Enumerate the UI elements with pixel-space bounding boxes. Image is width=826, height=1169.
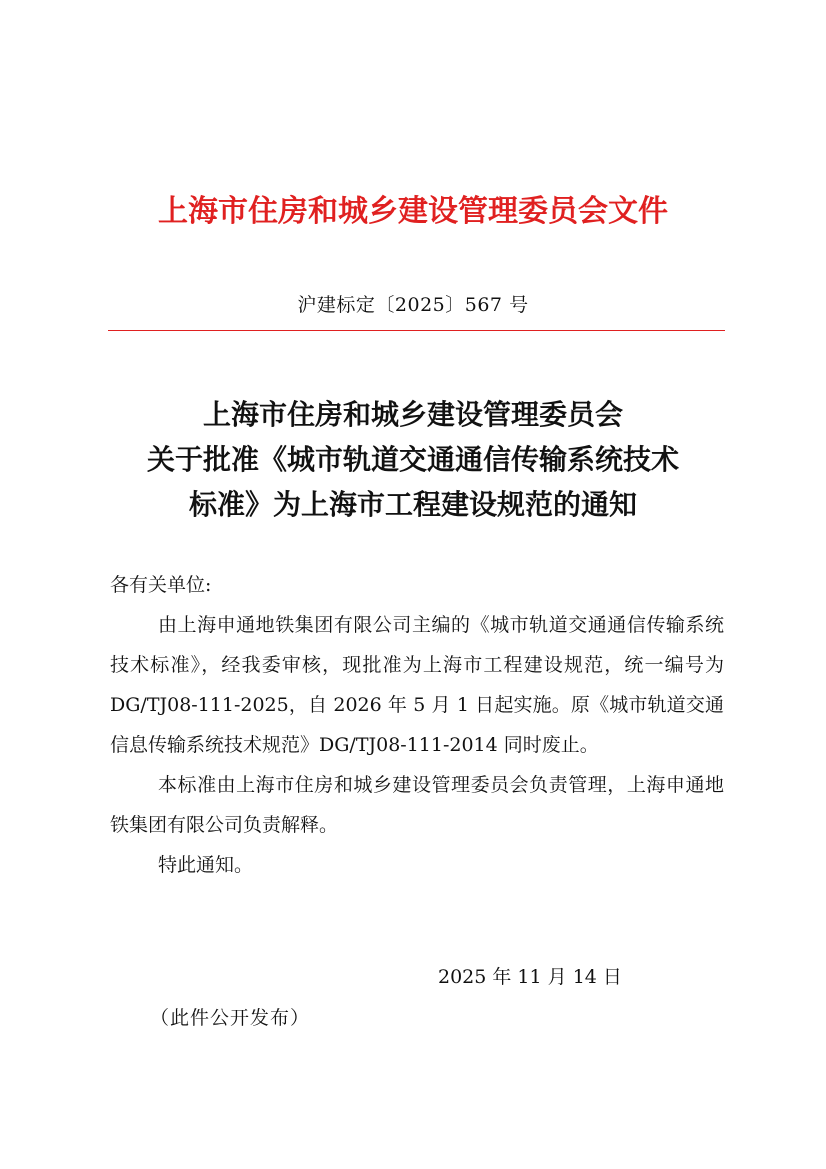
title-line-2: 关于批准《城市轨道交通通信传输系统技术 <box>146 443 679 476</box>
body-paragraph-2: 本标准由上海市住房和城乡建设管理委员会负责管理，上海申通地铁集团有限公司负责解释。 <box>110 774 724 836</box>
body-paragraph-3: 特此通知。 <box>158 854 254 876</box>
notice-body <box>110 565 724 885</box>
title-line-3: 标准》为上海市工程建设规范的通知 <box>188 488 637 521</box>
release-note: （此件公开发布） <box>150 1007 311 1029</box>
issue-date: 2025 年 11 月 14 日 <box>438 966 622 988</box>
salutation: 各有关单位: <box>110 574 212 596</box>
document-number: 沪建标定〔2025〕567 号 <box>297 294 529 316</box>
document-masthead: 上海市住房和城乡建设管理委员会文件 <box>158 194 668 229</box>
red-divider-line <box>108 330 725 331</box>
title-line-1: 上海市住房和城乡建设管理委员会 <box>202 398 623 431</box>
body-paragraph-1: 由上海申通地铁集团有限公司主编的《城市轨道交通通信传输系统技术标准》，经我委审核，现批准为上海市工程建设规范，统一编号为 DG/TJ08-111-2025，自 2026 年 5 月 1 日起实施。原《城市轨道交通信息传输系统技术规范》DG/TJ08-111-2014 同时废止。 <box>110 614 724 756</box>
notice-title <box>60 392 766 527</box>
